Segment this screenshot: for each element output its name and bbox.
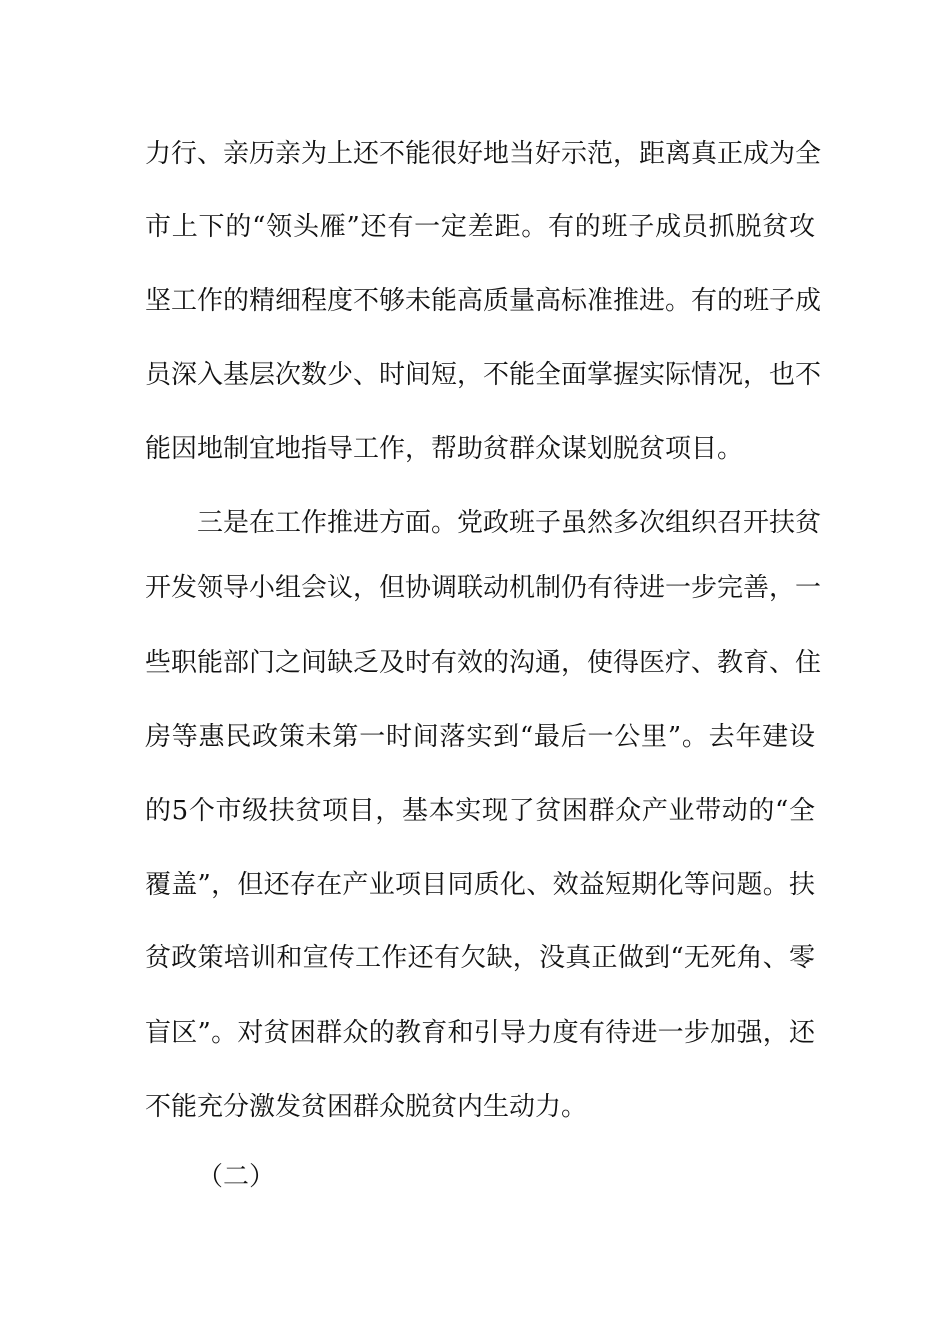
paragraph-2-line-2: 开发领导小组会议，但协调联动机制仍有待进一步完善，一	[145, 573, 822, 603]
paragraph-2-line-1: 三是在工作推进方面。党政班子虽然多次组织召开扶贫	[197, 508, 822, 538]
paragraph-1-line-4: 员深入基层次数少、时间短，不能全面掌握实际情况，也不	[145, 360, 822, 390]
paragraph-2-line-9: 不能充分激发贫困群众脱贫内生动力。	[145, 1092, 588, 1122]
paragraph-2-line-3: 些职能部门之间缺乏及时有效的沟通，使得医疗、教育、住	[145, 648, 822, 678]
paragraph-2-line-7: 贫政策培训和宣传工作还有欠缺，没真正做到“无死角、零	[145, 943, 815, 973]
paragraph-1-line-2: 市上下的“领头雁”还有一定差距。有的班子成员抓脱贫攻	[145, 212, 815, 242]
paragraph-2-line-5: 的5个市级扶贫项目，基本实现了贫困群众产业带动的“全	[145, 796, 815, 826]
paragraph-1-line-5: 能因地制宜地指导工作，帮助贫群众谋划脱贫项目。	[145, 434, 744, 464]
paragraph-2-line-4: 房等惠民政策未第一时间落实到“最后一公里”。去年建设	[145, 722, 815, 752]
section-heading: （二）	[197, 1162, 276, 1192]
paragraph-2-line-6: 覆盖”，但还存在产业项目同质化、效益短期化等问题。扶	[145, 870, 815, 900]
paragraph-1-line-3: 坚工作的精细程度不够未能高质量高标准推进。有的班子成	[145, 286, 822, 316]
paragraph-1-line-1: 力行、亲历亲为上还不能很好地当好示范，距离真正成为全	[145, 139, 822, 169]
paragraph-2-line-8: 盲区”。对贫困群众的教育和引导力度有待进一步加强，还	[145, 1018, 815, 1048]
